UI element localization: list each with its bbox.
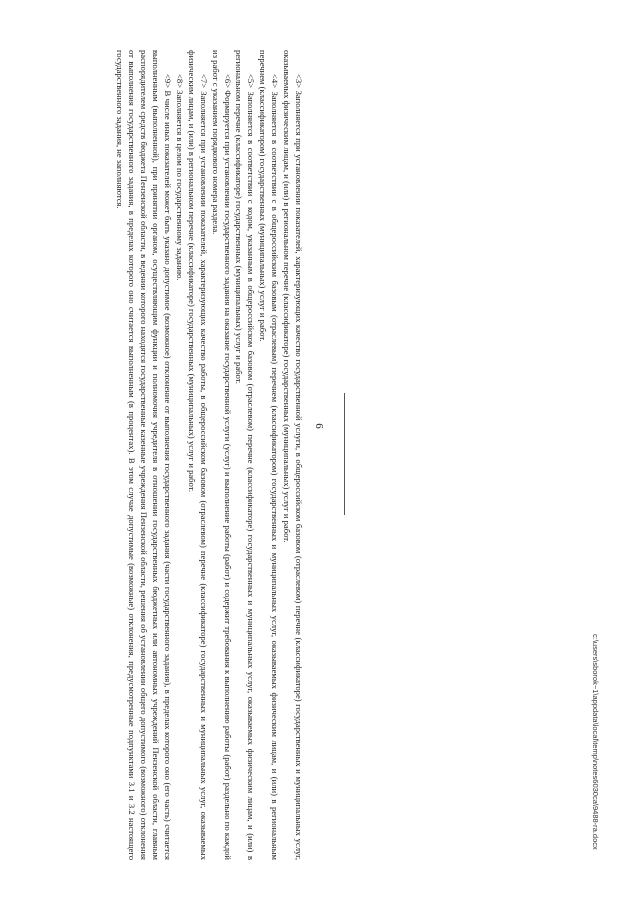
footnote-9: <9> В числе иных показателей может быть указано допустимое (возможное) отклонение от выполнения государственного задания (части государственного задания), в пределах которого оно (его часть) считается выполненным (выполненной), при принятии органом, осуществляющим функции и полномочия учредителя в отношении государственных бюджетных или автономных учреждений Пензенской области, главным распорядителем средств бюджета Пензенской области, в ведении которого находятся государственные казенные учреждения Пензенской области, решения об установлении общего допустимого (возможного) отклонения от выполнения государственного задания, в пределах которого оно считается выполненным (в процентах). В этом случае допустимые (возможные) отклонения, предусмотренные подпунктами 3.1 и 3.2 настоящего государственного задания, не заполняются. <box>115 50 174 860</box>
footnote-4: <4> Заполняется в соответствии с в общероссийским базовым (отраслевым) перечнем (классификатором) государственных и муниципальных услуг, оказываемых физическим лицам, и (или) в региональным перечнем (классификатором) государственных (муниципальных) услуг и работ. <box>258 50 281 860</box>
page-number: 6 <box>312 423 325 429</box>
footnote-separator-line <box>344 393 345 515</box>
file-path-footer: c:\users\sborok~1\appdata\local\temp\notes6030ca\9488-ra.docx <box>591 634 600 850</box>
footnote-6: <6> Формируется при установлении государственного задания на оказание государственной услуги (услуг) и выполнение работы (работ) и содержит требования к выполнению работы (работ) раздельно по каждой из работ с указанием порядкового номера раздела. <box>210 50 233 860</box>
footnote-5: <5> Заполняется в соответствии с кодом, указанным в общероссийском базовом (отраслевом) перечне (классификаторе) государственных и муниципальных услуг, оказываемых физическим лицам, и (или) в региональном перечне (классификаторе) государственных (муниципальных) услуг и работ. <box>234 50 257 860</box>
footnote-7: <7> Заполняется при установлении показателей, характеризующих качество работы, в общероссийском базовом (отраслевом) перечне (классификаторе) государственных и муниципальных услуг, оказываемых физическим лицам, и (или) в региональном перечне (классификаторе) государственных (муниципальных) услуг и работ. <box>186 50 209 860</box>
footnote-8: <8> Заполняется в целом по государственному заданию. <box>174 74 185 281</box>
footnote-3: <3> Заполняется при установлении показателей, характеризующих качество государственной услуги, в общероссийском базовом (отраслевом) перечне (классификаторе) государственных и муниципальных услуг, оказываемых физическим лицам, и (или) в региональном перечне (классификаторе) государственных (муниципальных) услуг и работ. <box>282 50 304 860</box>
footnotes-block <box>54 50 304 860</box>
